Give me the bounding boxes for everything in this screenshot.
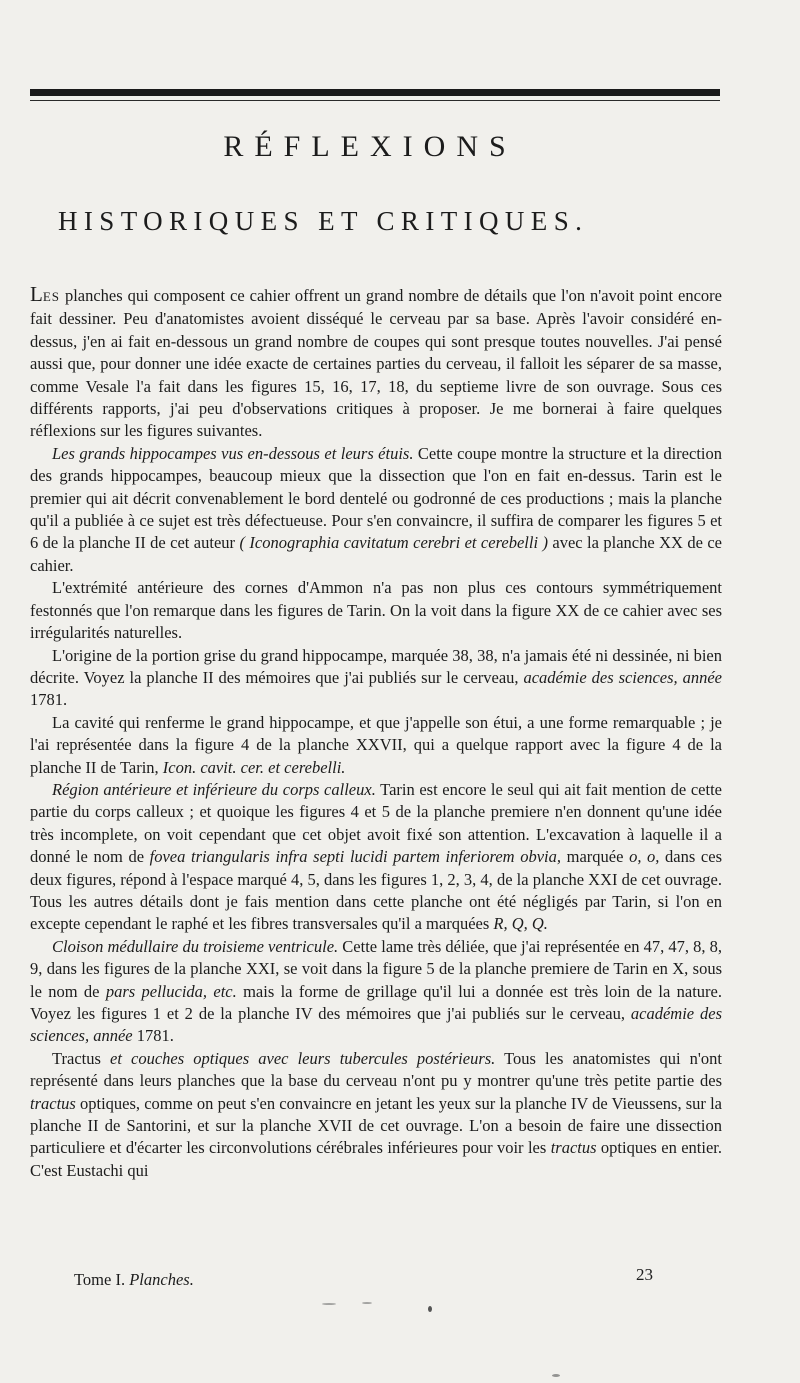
paragraph-text: Tarin est encore le seul qui ait fait mention de cette partie du corps calleux ; et quoique les figures 4 et 5 de la planche premiere n'en donnent qu'une idée très incomplete, on voit cependant que cet objet avoit fixé son attention. L'excavation à laquelle il a donné le nom de — [30, 779, 722, 867]
italic-term: fovea triangularis infra septi lucidi partem inferiorem obvia, — [149, 847, 561, 867]
print-speck — [362, 1302, 372, 1304]
paragraph-8 — [30, 1048, 722, 1182]
italic-term: R, Q, Q. — [493, 914, 548, 934]
paragraph-text: Tous les anatomistes qui n'ont représenté dans leurs planches que la base du cerveau n'ont pu y montrer qu'une très petite partie des — [30, 1048, 722, 1091]
paragraph-text: Cette lame très déliée, que j'ai représentée en 47, 47, 8, 8, 9, dans les figures de la planche XXI, se voit dans la figure 5 de la planche premiere de Tarin en X, sous le nom de — [30, 936, 722, 1001]
paragraph-text: dans ces deux figures, répond à l'espace marqué 4, 5, dans les figures 1, 2, 3, 4, de la planche XXI de cet ouvrage. Tous les autres détails dont je fais mention dans cette planche ont été négligés par Tarin, si l'on en excepte cependant le raphé et les fibres transversales qu'il a marquées — [30, 847, 722, 934]
italic-heading: Cloison médullaire du troisieme ventricule. — [52, 936, 339, 956]
italic-term: tractus — [30, 1093, 76, 1113]
paragraph-6 — [30, 779, 722, 936]
paragraph-text: marquée — [561, 847, 630, 867]
footer-tome: Tome I. — [74, 1270, 130, 1289]
italic-term: pars pellucida, etc. — [105, 981, 237, 1001]
paragraph-3 — [30, 577, 722, 644]
footer-signature — [74, 1270, 194, 1290]
italic-heading: Les grands hippocampes vus en-dessous et leurs étuis. — [52, 443, 414, 463]
italic-term: tractus — [550, 1138, 597, 1158]
paragraph-text: optiques en entier. C'est Eustachi qui — [30, 1138, 723, 1180]
print-speck — [322, 1303, 336, 1305]
italic-citation: ( Iconographia cavitatum cerebri et cerebelli ) — [239, 533, 548, 553]
paragraph-text: La cavité qui renferme le grand hippocampe, et que j'appelle son étui, a une forme remarquable ; je l'ai représentée dans la figure 4 de la planche XXVII, qui a quelque rapport avec la figure 4 de la planche II de Tarin, — [30, 712, 722, 777]
paragraph-text: 1781. — [132, 1026, 174, 1046]
print-speck — [552, 1374, 560, 1377]
paragraph-text: planches qui composent ce cahier offrent un grand nombre de détails que l'on n'avoit point encore fait dessiner. Peu d'anatomistes avoient disséqué le cerveau par sa base. Après l'avoir considéré en-dessus, j'en ai fait en-dessous un grand nombre de coupes qui sont presque toutes nouvelles. J'ai pensé aussi que, pour donner une idée exacte de certaines parties du cerveau, il falloit les séparer de sa masse, comme Vesale l'a fait dans les figures 15, 16, 17, 18, du septieme livre de son ouvrage. Sous ces différents rapports, j'ai peu d'observations critiques à proposer. Je me bornerai à faire quelques réflexions sur les figures suivantes. — [30, 286, 722, 441]
paragraph-text: Cette coupe montre la structure et la direction des grands hippocampes, beaucoup mieux que la dissection que l'on en fait en-dessus. Tarin est le premier qui ait décrit convenablement le bord dentelé ou godronné de ces productions ; mais la planche qu'il a publiée à ce sujet est très défectueuse. Pour s'en convaincre, il suffira de comparer les figures 5 et 6 de la planche II de cet auteur — [30, 443, 722, 553]
paragraph-text: 1781. — [30, 690, 68, 710]
italic-heading: Région antérieure et inférieure du corps calleux. — [52, 779, 376, 799]
paragraph-text: avec la planche XX de ce cahier. — [30, 533, 722, 575]
page-number: 23 — [636, 1265, 653, 1284]
paragraph-4 — [30, 645, 722, 712]
drop-cap: L — [30, 282, 43, 306]
page-title: RÉFLEXIONS — [223, 130, 517, 163]
body-text — [30, 283, 722, 1182]
paragraph-text: Tractus — [52, 1048, 110, 1068]
paragraph-7 — [30, 936, 722, 1048]
paragraph-5 — [30, 712, 722, 779]
paragraph-text: L'extrémité antérieure des cornes d'Ammon n'a pas non plus ces contours symmétriquement festonnés que l'on remarque dans les figures de Tarin. On la voit dans la figure XX de ce cahier avec ses irrégularités naturelles. — [30, 578, 722, 643]
paragraph-text: mais la forme de grillage qu'il lui a donnée est très loin de la nature. Voyez les figures 1 et 2 de la planche IV des mémoires que j'ai publiés sur le cerveau, — [30, 981, 722, 1023]
header-rule-thick — [30, 89, 720, 96]
paragraph-text: optiques, comme on peut s'en convaincre en jetant les yeux sur la planche IV de Vieussens, sur la planche II de Santorini, et sur la planche XVII de cet ouvrage. L'on a besoin de faire une dissection particuliere et d'écarter les circonvolutions cérébrales inférieures pour voir les — [30, 1093, 722, 1158]
italic-citation: académie des sciences, année — [30, 1004, 722, 1046]
header-rule-thin — [30, 100, 720, 101]
footer-planches: Planches. — [129, 1270, 194, 1289]
italic-citation: Icon. cavit. cer. et cerebelli. — [162, 757, 346, 777]
page-subtitle: HISTORIQUES ET CRITIQUES. — [58, 206, 589, 236]
italic-term: o, o, — [629, 847, 660, 867]
paragraph-text: L'origine de la portion grise du grand hippocampe, marquée 38, 38, n'a jamais été ni dessinée, ni bien décrite. Voyez la planche II des mémoires que j'ai publiés sur le cerveau, — [30, 645, 722, 687]
paragraph-2 — [30, 443, 722, 577]
print-speck — [428, 1306, 432, 1312]
paragraph-1 — [30, 283, 722, 443]
italic-heading: et couches optiques avec leurs tubercules postérieurs. — [110, 1048, 496, 1068]
italic-citation: académie des sciences, année — [523, 667, 722, 687]
small-caps: ES — [42, 289, 60, 304]
